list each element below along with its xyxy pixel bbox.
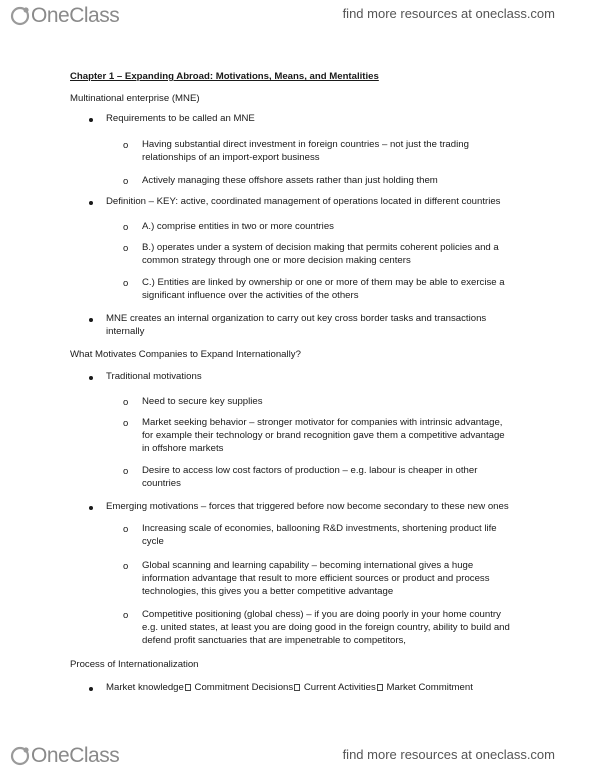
list-item: Emerging motivations – forces that triggered before now become secondary to these new ones [106, 501, 509, 512]
logo-text: OneClass [31, 4, 120, 27]
list-item-continuation: significant influence over the activities of the others [142, 290, 359, 301]
bullet-icon [89, 118, 93, 122]
list-item-continuation: defend profit sanctuaries that are impenetrable to competitors, [142, 635, 406, 646]
missing-glyph-icon [377, 684, 383, 691]
circle-bullet-icon: o [123, 610, 129, 621]
bullet-icon [89, 687, 93, 691]
list-item: Requirements to be called an MNE [106, 113, 255, 124]
process-step: Market knowledge [106, 682, 184, 693]
list-item: Having substantial direct investment in foreign countries – not just the trading [142, 139, 469, 150]
list-item: Market seeking behavior – stronger motivator for companies with intrinsic advantage, [142, 417, 503, 428]
circle-bullet-icon: o [123, 561, 129, 572]
list-item: Actively managing these offshore assets rather than just holding them [142, 175, 438, 186]
circle-bullet-icon: o [123, 176, 129, 187]
list-item: Global scanning and learning capability – becoming international gives a huge [142, 560, 474, 571]
list-item: Traditional motivations [106, 371, 202, 382]
list-item-continuation: for example their technology or brand recognition gave them a competitive advantage [142, 430, 505, 441]
circle-bullet-icon: o [123, 222, 129, 233]
missing-glyph-icon [294, 684, 300, 691]
list-item-continuation: relationships of an import-export business [142, 152, 320, 163]
list-item: Need to secure key supplies [142, 396, 263, 407]
bullet-icon [89, 506, 93, 510]
list-item-process-chain [106, 682, 473, 695]
list-item-continuation: common strategy through one or more decision making centers [142, 255, 411, 266]
list-item-continuation: internally [106, 326, 145, 337]
circle-bullet-icon: o [123, 466, 129, 477]
logo-text: OneClass [31, 744, 120, 767]
list-item-continuation: countries [142, 478, 181, 489]
bullet-icon [89, 376, 93, 380]
section-heading-process: Process of Internationalization [70, 659, 199, 670]
circle-bullet-icon: o [123, 243, 129, 254]
list-item: Definition – KEY: active, coordinated management of operations located in different countries [106, 196, 501, 207]
circle-bullet-icon: o [123, 397, 129, 408]
list-item-continuation: technologies, this gives you a better competitive advantage [142, 586, 394, 597]
section-heading-mne: Multinational enterprise (MNE) [70, 93, 200, 104]
circle-bullet-icon: o [123, 418, 129, 429]
list-item: C.) Entities are linked by ownership or one or more of them may be able to exercise a [142, 277, 505, 288]
bullet-icon [89, 201, 93, 205]
process-step: Current Activities [303, 682, 376, 693]
oneclass-logo-icon [10, 746, 32, 766]
list-item: A.) comprise entities in two or more countries [142, 221, 334, 232]
missing-glyph-icon [185, 684, 191, 691]
header-tagline[interactable]: find more resources at oneclass.com [342, 6, 555, 21]
circle-bullet-icon: o [123, 524, 129, 535]
page-footer [0, 738, 595, 770]
list-item: Competitive positioning (global chess) – if you are doing poorly in your home country [142, 609, 501, 620]
list-item-continuation: e.g. united states, at least you are doing good in the foreign country, ability to build and [142, 622, 510, 633]
document-title: Chapter 1 – Expanding Abroad: Motivations, Means, and Mentalities [70, 71, 379, 82]
list-item-continuation: cycle [142, 536, 164, 547]
list-item-continuation: in offshore markets [142, 443, 224, 454]
section-heading-motivations: What Motivates Companies to Expand Internationally? [70, 349, 301, 360]
process-step: Commitment Decisions [194, 682, 294, 693]
list-item: Increasing scale of economies, ballooning R&D investments, shortening product life [142, 523, 497, 534]
list-item: MNE creates an internal organization to carry out key cross border tasks and transactions [106, 313, 487, 324]
circle-bullet-icon: o [123, 278, 129, 289]
process-step: Market Commitment [386, 682, 473, 693]
list-item: Desire to access low cost factors of production – e.g. labour is cheaper in other [142, 465, 478, 476]
circle-bullet-icon: o [123, 140, 129, 151]
bullet-icon [89, 318, 93, 322]
oneclass-logo[interactable] [10, 744, 119, 768]
list-item: B.) operates under a system of decision making that permits coherent policies and a [142, 242, 499, 253]
footer-tagline[interactable]: find more resources at oneclass.com [342, 747, 555, 762]
list-item-continuation: information advantage that result to more efficient sources or product and process [142, 573, 490, 584]
